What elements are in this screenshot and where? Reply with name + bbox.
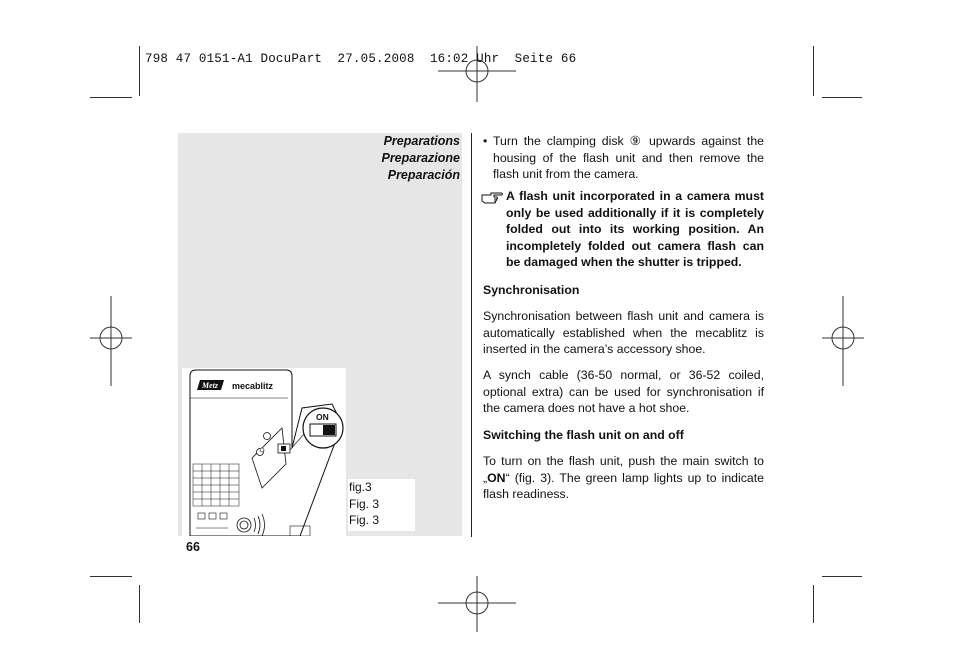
figure-caption bbox=[348, 479, 415, 531]
crop-mark-bl-v bbox=[139, 585, 140, 623]
crop-mark-tl-v bbox=[139, 46, 140, 96]
registration-mark-top bbox=[438, 40, 516, 106]
note-paragraph: A flash unit incorporated in a camera must only be used additionally if it is completely folded out into its working position. An incompletely folded out camera flash can be damaged when the shutter is tripped. bbox=[506, 189, 764, 270]
brand-name: mecablitz bbox=[232, 381, 274, 391]
zoom-on-label: ON bbox=[316, 412, 329, 422]
switch-paragraph: To turn on the flash unit, push the main switch to „ON“ (fig. 3). The green lamp lights up to indicate flash readiness. bbox=[483, 454, 764, 502]
heading-it: Preparazione bbox=[381, 151, 460, 165]
registration-mark-right bbox=[822, 296, 864, 386]
pointing-hand-icon bbox=[481, 190, 503, 206]
print-header: 798 47 0151-A1 DocuPart 27.05.2008 16:02 Uhr Seite 66 bbox=[145, 52, 577, 66]
caption-2: Fig. 3 bbox=[349, 496, 380, 511]
crop-mark-tl-h bbox=[90, 97, 132, 98]
note-icon bbox=[481, 190, 503, 206]
registration-mark-left bbox=[90, 296, 132, 386]
bullet-paragraph: • Turn the clamping disk ⑨ upwards against the housing of the flash unit and then remove the flash unit from the camera. bbox=[483, 134, 764, 182]
switch-heading: Switching the flash unit on and off bbox=[483, 428, 684, 442]
registration-mark-bottom bbox=[438, 572, 516, 638]
crop-mark-br-v bbox=[813, 585, 814, 623]
brand-logo: Metz bbox=[202, 381, 218, 390]
crop-mark-br-h bbox=[822, 576, 862, 577]
caption-3: Fig. 3 bbox=[349, 513, 380, 527]
column-divider bbox=[471, 133, 472, 537]
page-number: 66 bbox=[186, 540, 200, 554]
heading-es: Preparación bbox=[387, 168, 460, 182]
flash-unit-figure bbox=[182, 368, 346, 536]
crop-mark-tr-h bbox=[822, 97, 862, 98]
heading-en: Preparations bbox=[383, 134, 460, 148]
flash-unit-illustration bbox=[182, 368, 346, 536]
caption-1: fig.3 bbox=[349, 480, 372, 494]
crop-mark-tr-v bbox=[813, 46, 814, 96]
crop-mark-bl-h bbox=[90, 576, 132, 577]
sync-paragraph-1: Synchronisation between flash unit and camera is automatically established when the mecablitz is inserted in the camera’s accessory shoe. bbox=[483, 309, 764, 357]
sync-paragraph-2: A synch cable (36-50 normal, or 36-52 coiled, optional extra) can be used for synchronisation if the camera does not have a hot shoe. bbox=[483, 368, 764, 416]
sync-heading: Synchronisation bbox=[483, 283, 580, 297]
